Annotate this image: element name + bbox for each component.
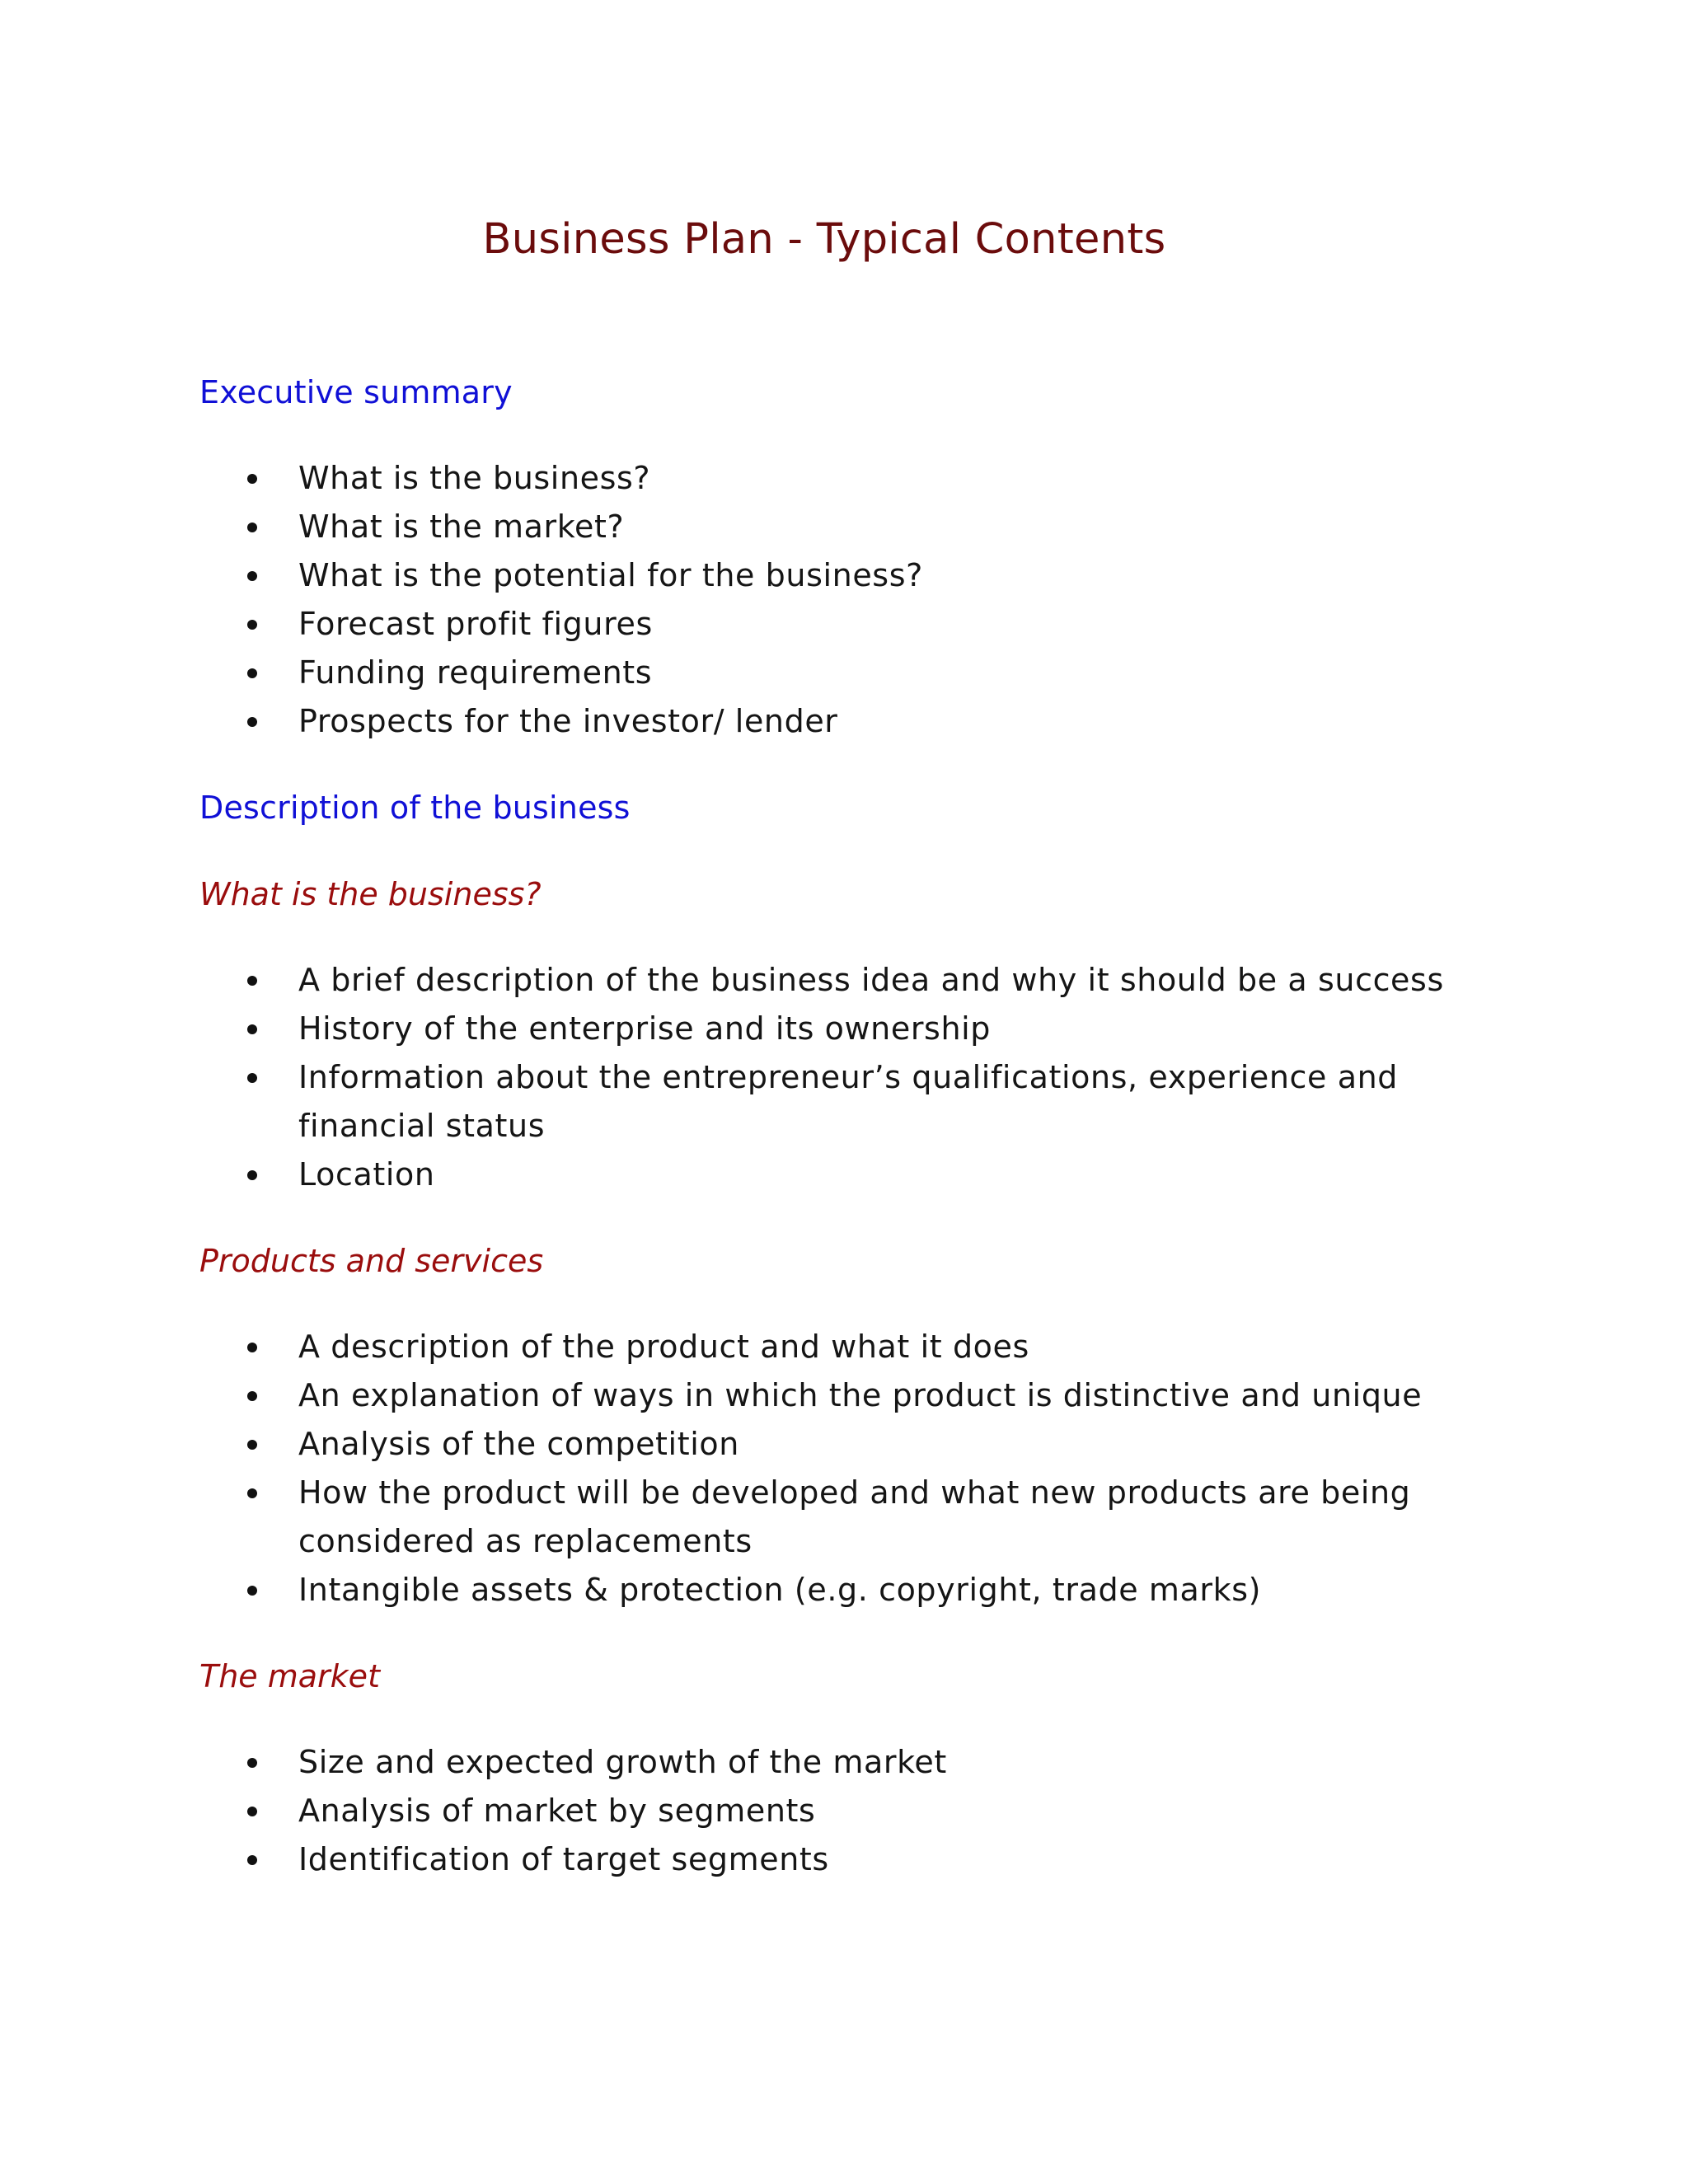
document-title: Business Plan - Typical Contents <box>482 215 1166 264</box>
subheading-products-and-services: Products and services <box>199 1243 544 1279</box>
list-item <box>199 1151 1535 1199</box>
list-item <box>199 551 1535 600</box>
list-item-text: A brief description of the business idea and why it should be a success <box>298 962 1444 998</box>
subheading-what-is-the-business: What is the business? <box>199 876 542 912</box>
bullet-icon <box>247 668 257 678</box>
list-item-text: History of the enterprise and its ownership <box>298 1010 992 1047</box>
list-item-text: Funding requirements <box>298 654 653 691</box>
what-is-the-business-list <box>199 956 1535 1199</box>
list-item-text: Forecast profit figures <box>298 606 653 642</box>
list-item-text: Location <box>298 1156 435 1193</box>
bullet-icon <box>247 1343 257 1352</box>
bullet-icon <box>247 1855 257 1865</box>
bullet-icon <box>247 523 257 532</box>
list-item-text: How the product will be developed and what new products are being considered as replacements <box>298 1474 1411 1559</box>
list-item-text: What is the market? <box>298 509 625 545</box>
list-item-text: Prospects for the investor/ lender <box>298 703 838 739</box>
list-item <box>199 649 1535 697</box>
bullet-icon <box>247 1391 257 1401</box>
section-heading-executive-summary: Executive summary <box>199 374 513 410</box>
bullet-icon <box>247 1758 257 1768</box>
list-item <box>199 454 1535 503</box>
list-item <box>199 697 1535 746</box>
list-item-text: Information about the entrepreneur’s qualifications, experience and financial status <box>298 1059 1398 1144</box>
list-item <box>199 1053 1535 1151</box>
subheading-the-market: The market <box>199 1658 380 1694</box>
list-item <box>199 1738 1535 1787</box>
list-item-text: A description of the product and what it does <box>298 1329 1029 1365</box>
bullet-icon <box>247 976 257 986</box>
document-body <box>199 368 1535 1921</box>
bullet-icon <box>247 1586 257 1596</box>
bullet-icon <box>247 1073 257 1083</box>
list-item-text: Identification of target segments <box>298 1841 829 1877</box>
section-heading-description-of-business: Description of the business <box>199 790 631 826</box>
bullet-icon <box>247 1440 257 1450</box>
list-item-text: Intangible assets & protection (e.g. copyright, trade marks) <box>298 1572 1262 1608</box>
list-item <box>199 1787 1535 1835</box>
bullet-icon <box>247 620 257 630</box>
list-item-text: An explanation of ways in which the product is distinctive and unique <box>298 1377 1423 1413</box>
bullet-icon <box>247 1024 257 1034</box>
list-item <box>199 1420 1535 1469</box>
products-and-services-list <box>199 1323 1535 1615</box>
list-item-text: Analysis of the competition <box>298 1426 739 1462</box>
list-item-text: Size and expected growth of the market <box>298 1744 947 1780</box>
bullet-icon <box>247 571 257 581</box>
bullet-icon <box>247 1488 257 1498</box>
list-item <box>199 1005 1535 1053</box>
list-item <box>199 600 1535 649</box>
list-item-text: What is the potential for the business? <box>298 557 923 593</box>
executive-summary-list <box>199 454 1535 746</box>
list-item-text: What is the business? <box>298 460 651 496</box>
list-item <box>199 503 1535 551</box>
list-item <box>199 1371 1535 1420</box>
bullet-icon <box>247 1170 257 1180</box>
list-item <box>199 956 1535 1005</box>
list-item <box>199 1835 1535 1884</box>
bullet-icon <box>247 717 257 727</box>
list-item-text: Analysis of market by segments <box>298 1793 816 1829</box>
the-market-list <box>199 1738 1535 1884</box>
list-item <box>199 1469 1535 1566</box>
list-item <box>199 1323 1535 1371</box>
bullet-icon <box>247 1807 257 1816</box>
list-item <box>199 1566 1535 1615</box>
bullet-icon <box>247 474 257 484</box>
